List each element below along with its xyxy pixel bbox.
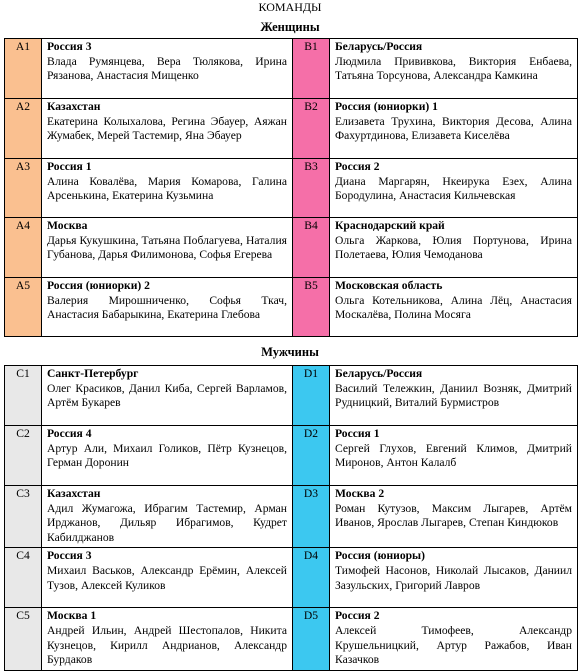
table-row (5, 366, 578, 426)
team-name: Москва 1 (47, 609, 97, 623)
group-code-cell: B4 (293, 218, 330, 278)
table-row (5, 39, 578, 99)
team-cell (330, 486, 578, 548)
table-row (5, 159, 578, 218)
group-code-cell: B2 (293, 99, 330, 159)
group-code-cell: C1 (5, 366, 42, 426)
team-cell (42, 99, 293, 159)
team-name: Россия 3 (47, 549, 92, 563)
team-cell (42, 39, 293, 99)
team-cell (42, 278, 293, 337)
team-cell (42, 366, 293, 426)
team-name: Россия 3 (47, 40, 92, 53)
team-cell (330, 159, 578, 218)
group-code-cell: D4 (293, 548, 330, 608)
team-name: Беларусь/Россия (335, 40, 423, 53)
team-cell (330, 278, 578, 337)
team-name: Казахстан (47, 487, 101, 500)
team-members: Влада Румянцева, Вера Тюлякова, Ирина Рязанова, Анастасия Мищенко (47, 54, 287, 83)
table-row (5, 218, 578, 278)
group-code-cell: A5 (5, 278, 42, 337)
team-name: Краснодарский край (335, 219, 445, 232)
team-name: Россия 1 (47, 160, 92, 173)
team-members: Ольга Жаркова, Юлия Портунова, Ирина Полетаева, Юлия Чемоданова (335, 233, 572, 262)
team-cell (330, 99, 578, 159)
group-code-cell: C3 (5, 486, 42, 548)
team-name: Россия 2 (335, 160, 380, 173)
team-members: Тимофей Насонов, Николай Лысаков, Даниил Зазульских, Григорий Лавров (335, 563, 572, 592)
group-code-cell: B3 (293, 159, 330, 218)
team-members: Екатерина Колыхалова, Регина Эбауер, Аяжан Жумабек, Мерей Тастемир, Яна Эбауер (47, 114, 287, 143)
team-members: Валерия Мирошниченко, Софья Ткач, Анастасия Бабарыкина, Екатерина Глебова (47, 293, 287, 322)
team-cell (330, 366, 578, 426)
table-row (5, 548, 578, 608)
group-code-cell: D5 (293, 608, 330, 670)
team-cell (330, 548, 578, 608)
table-row (5, 486, 578, 548)
team-members: Алексей Тимофеев, Александр Крушельницкий, Артур Ражабов, Иван Казачков (335, 623, 572, 667)
team-cell (330, 426, 578, 486)
group-code-cell: A4 (5, 218, 42, 278)
team-cell (42, 608, 293, 670)
team-members: Роман Кутузов, Максим Лыгарев, Артём Иванов, Ярослав Лыгарев, Степан Киндюков (335, 501, 572, 530)
table-row (5, 426, 578, 486)
team-cell (42, 218, 293, 278)
men-teams-table (4, 365, 578, 671)
team-members: Алина Ковалёва, Мария Комарова, Галина Арсенькина, Екатерина Кузьмина (47, 174, 287, 203)
team-members: Андрей Ильин, Андрей Шестопалов, Никита Кузнецов, Кирилл Андрианов, Александр Бурдаков (47, 623, 287, 667)
team-cell (42, 548, 293, 608)
group-code-cell: C5 (5, 608, 42, 670)
group-code-cell: D2 (293, 426, 330, 486)
team-members: Ольга Котельникова, Алина Лёц, Анастасия Москалёва, Полина Мосяга (335, 293, 572, 322)
group-code-cell: D3 (293, 486, 330, 548)
team-members: Людмила Прививкова, Виктория Енбаева, Татьяна Торсунова, Александра Камкина (335, 54, 572, 83)
group-code-cell: C2 (5, 426, 42, 486)
team-cell (42, 426, 293, 486)
team-name: Казахстан (47, 100, 101, 113)
team-name: Россия 2 (335, 609, 380, 623)
team-name: Россия 1 (335, 427, 380, 440)
team-members: Сергей Глухов, Евгений Климов, Дмитрий Миронов, Антон Калалб (335, 441, 572, 470)
team-name: Россия 4 (47, 427, 92, 440)
group-code-cell: A1 (5, 39, 42, 99)
group-code-cell: A2 (5, 99, 42, 159)
group-code-cell: C4 (5, 548, 42, 608)
team-members: Василий Тележкин, Даниил Возняк, Дмитрий Рудницкий, Виталий Бурмистров (335, 381, 572, 410)
team-members: Адил Жумагожа, Ибрагим Тастемир, Арман Ирджанов, Дильяр Ибрагимов, Кудрет Кабилджанов (47, 501, 287, 544)
team-cell (42, 486, 293, 548)
team-members: Михаил Васьков, Александр Ерёмин, Алексей Тузов, Алексей Куликов (47, 563, 287, 592)
team-members: Дарья Кукушкина, Татьяна Поблагуева, Наталия Губанова, Дарья Филимонова, Софья Егерева (47, 233, 287, 262)
team-members: Артур Али, Михаил Голиков, Пётр Кузнецов, Герман Доронин (47, 441, 287, 470)
team-name: Россия (юниорки) 1 (335, 100, 438, 113)
team-name: Московская область (335, 279, 443, 292)
team-cell (330, 39, 578, 99)
women-heading: Женщины (260, 20, 320, 34)
women-teams-table (4, 38, 578, 337)
group-code-cell: D1 (293, 366, 330, 426)
team-name: Россия (юниорки) 2 (47, 279, 150, 292)
team-name: Россия (юниоры) (335, 549, 425, 563)
team-cell (42, 159, 293, 218)
group-code-cell: A3 (5, 159, 42, 218)
team-name: Беларусь/Россия (335, 367, 423, 380)
men-heading: Мужчины (261, 345, 319, 359)
team-name: Москва 2 (335, 487, 385, 500)
team-members: Диана Маргарян, Нкеирука Езех, Алина Бородулина, Анастасия Кильчевская (335, 174, 572, 203)
team-name: Москва (47, 219, 88, 232)
table-row (5, 608, 578, 670)
team-cell (330, 218, 578, 278)
team-cell (330, 608, 578, 670)
team-members: Елизавета Трухина, Виктория Десова, Алина Фахуртдинова, Елизавета Киселёва (335, 114, 572, 143)
group-code-cell: B1 (293, 39, 330, 99)
table-row (5, 99, 578, 159)
team-name: Санкт-Петербург (47, 367, 139, 380)
table-row (5, 278, 578, 337)
team-members: Олег Красиков, Данил Киба, Сергей Варламов, Артём Букарев (47, 381, 287, 410)
group-code-cell: B5 (293, 278, 330, 337)
page-title: КОМАНДЫ (258, 0, 322, 14)
